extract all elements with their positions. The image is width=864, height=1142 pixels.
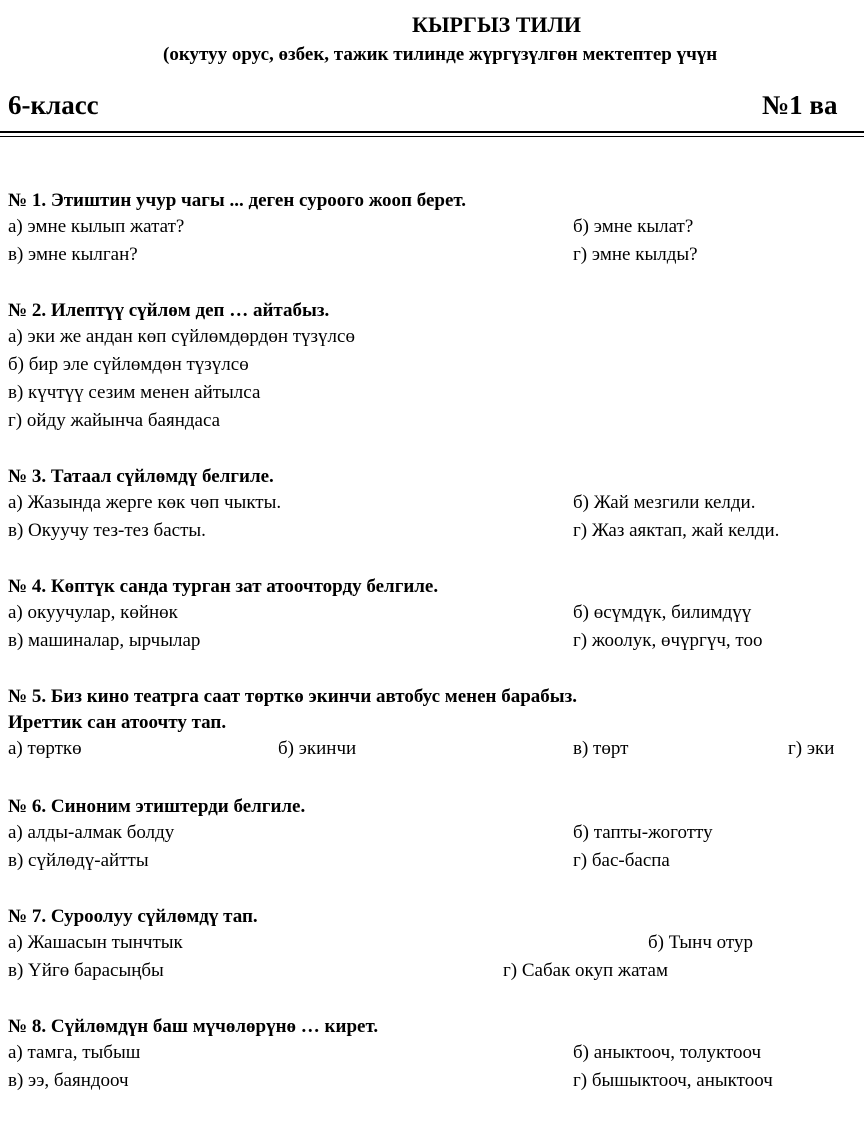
question-3-option-d: г) Жаз аяктап, жай келди. <box>573 520 780 541</box>
header-rule-thick <box>0 131 864 133</box>
question-8: № 8. Сүйлөмдүн баш мүчөлөрүнө … кирет. <box>8 1016 379 1037</box>
question-2: № 2. Илептүү сүйлөм деп … айтабыз. <box>8 300 330 321</box>
question-6-option-d: г) бас-баспа <box>573 850 670 871</box>
question-6-option-b: б) тапты-жоготту <box>573 822 713 843</box>
question-4: № 4. Көптүк санда турган зат атоочторду белгиле. <box>8 576 439 597</box>
question-8-option-a: а) тамга, тыбыш <box>8 1042 141 1063</box>
question-4-option-c: в) машиналар, ырчылар <box>8 630 201 651</box>
question-3-option-b: б) Жай мезгили келди. <box>573 492 756 513</box>
question-6: № 6. Синоним этиштерди белгиле. <box>8 796 306 817</box>
question-8-option-c: в) ээ, баяндооч <box>8 1070 129 1091</box>
question-5-option-d: г) эки <box>788 738 835 759</box>
question-5-option-a: а) төрткө <box>8 738 82 759</box>
question-2-option-c: в) күчтүү сезим менен айтылса <box>8 382 261 403</box>
question-7-option-b: б) Тынч отур <box>648 932 753 953</box>
question-2-option-d: г) ойду жайынча баяндаса <box>8 410 221 431</box>
question-2-option-a: а) эки же андан көп сүйлөмдөрдөн түзүлсө <box>8 326 355 347</box>
question-4-option-d: г) жоолук, өчүргүч, тоо <box>573 630 763 651</box>
question-1: № 1. Этиштин учур чагы ... деген суроого жооп берет. <box>8 190 467 211</box>
question-1-option-a: а) эмне кылып жатат? <box>8 216 185 237</box>
question-1-option-c: в) эмне кылган? <box>8 244 138 265</box>
grade-label: 6-класс <box>8 90 99 120</box>
question-1-option-b: б) эмне кылат? <box>573 216 694 237</box>
question-3: № 3. Татаал сүйлөмдү белгиле. <box>8 466 274 487</box>
header-rule-thin <box>0 136 864 137</box>
document-subtitle: (окутуу орус, өзбек, тажик тилинде жүргүзүлгөн мектептер үчүн <box>163 44 718 65</box>
question-2-option-b: б) бир эле сүйлөмдөн түзүлсө <box>8 354 249 375</box>
question-5-instruction: Иреттик сан атоочту тап. <box>8 712 227 733</box>
question-3-option-c: в) Окуучу тез-тез басты. <box>8 520 206 541</box>
question-4-option-a: а) окуучулар, көйнөк <box>8 602 178 623</box>
question-6-option-a: а) алды-алмак болду <box>8 822 175 843</box>
variant-label: №1 ва <box>762 90 838 120</box>
document-title: КЫРГЫЗ ТИЛИ <box>412 12 581 37</box>
question-5: № 5. Биз кино театрга саат төрткө экинчи автобус менен барабыз. <box>8 686 577 707</box>
question-5-option-c: в) төрт <box>573 738 629 759</box>
question-1-option-d: г) эмне кылды? <box>573 244 698 265</box>
question-7-option-d: г) Сабак окуп жатам <box>503 960 668 981</box>
question-7: № 7. Суроолуу сүйлөмдү тап. <box>8 906 258 927</box>
question-4-option-b: б) өсүмдүк, билимдүү <box>573 602 752 623</box>
question-7-option-a: а) Жашасын тынчтык <box>8 932 183 953</box>
question-8-option-b: б) аныктооч, толуктооч <box>573 1042 762 1063</box>
question-6-option-c: в) сүйлөдү-айтты <box>8 850 149 871</box>
question-8-option-d: г) бышыктооч, аныктооч <box>573 1070 773 1091</box>
question-5-option-b: б) экинчи <box>278 738 357 759</box>
question-3-option-a: а) Жазында жерге көк чөп чыкты. <box>8 492 282 513</box>
question-7-option-c: в) Үйгө барасыңбы <box>8 960 164 981</box>
